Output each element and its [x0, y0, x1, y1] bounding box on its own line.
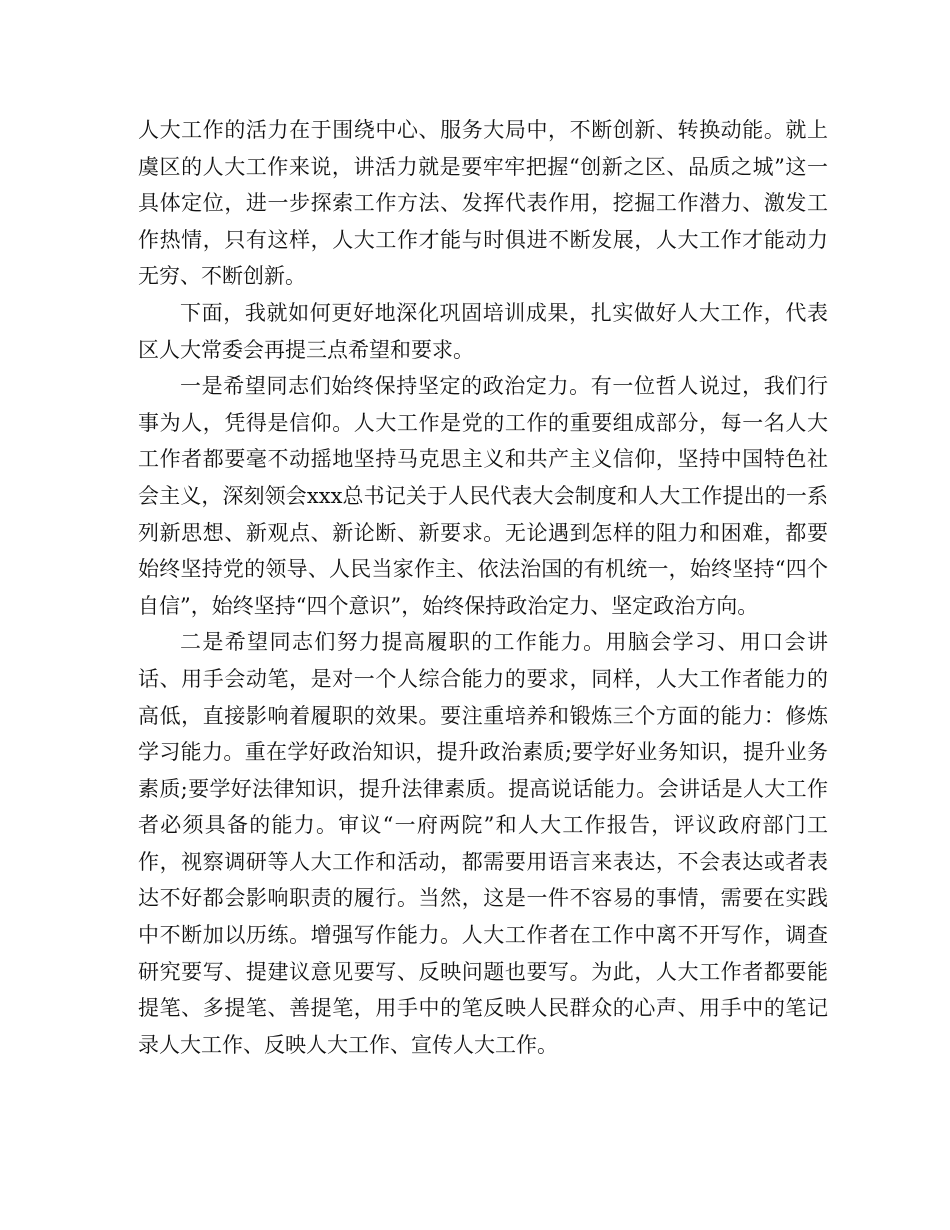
document-body — [138, 112, 828, 1063]
paragraph-transition: 下面，我就如何更好地深化巩固培训成果，扎实做好人大工作，代表区人大常委会再提三点希望和要求。 — [138, 300, 828, 362]
paragraph-intro: 人大工作的活力在于围绕中心、服务大局中，不断创新、转换动能。就上虞区的人大工作来说，讲活力就是要牢牢把握“创新之区、品质之城”这一具体定位，进一步探索工作方法、发挥代表作用，挖掘工作潜力、激发工作热情，只有这样，人大工作才能与时俱进不断发展，人大工作才能动力无穷、不断创新。 — [138, 118, 828, 289]
paragraph-point-one: 一是希望同志们始终保持坚定的政治定力。有一位哲人说过，我们行事为人，凭得是信仰。人大工作是党的工作的重要组成部分，每一名人大工作者都要毫不动摇地坚持马克思主义和共产主义信仰，坚持中国特色社会主义，深刻领会xxx总书记关于人民代表大会制度和人大工作提出的一系列新思想、新观点、新论断、新要求。无论遇到怎样的阻力和困难，都要始终坚持党的领导、人民当家作主、依法治国的有机统一，始终坚持“四个自信”，始终坚持“四个意识”，始终保持政治定力、坚定政治方向。 — [138, 374, 828, 618]
paragraph-point-two: 二是希望同志们努力提高履职的工作能力。用脑会学习、用口会讲话、用手会动笔，是对一个人综合能力的要求，同样，人大工作者能力的高低，直接影响着履职的效果。要注重培养和锻炼三个方面的能力：修炼学习能力。重在学好政治知识，提升政治素质;要学好业务知识，提升业务素质;要学好法律知识，提升法律素质。提高说话能力。会讲话是人大工作者必须具备的能力。审议“一府两院”和人大工作报告，评议政府部门工作，视察调研等人大工作和活动，都需要用语言来表达，不会表达或者表达不好都会影响职责的履行。当然，这是一件不容易的事情，需要在实践中不断加以历练。增强写作能力。人大工作者在工作中离不开写作，调查研究要写、提建议意见要写、反映问题也要写。为此，人大工作者都要能提笔、多提笔、善提笔，用手中的笔反映人民群众的心声、用手中的笔记录人大工作、反映人大工作、宣传人大工作。 — [138, 630, 828, 1057]
